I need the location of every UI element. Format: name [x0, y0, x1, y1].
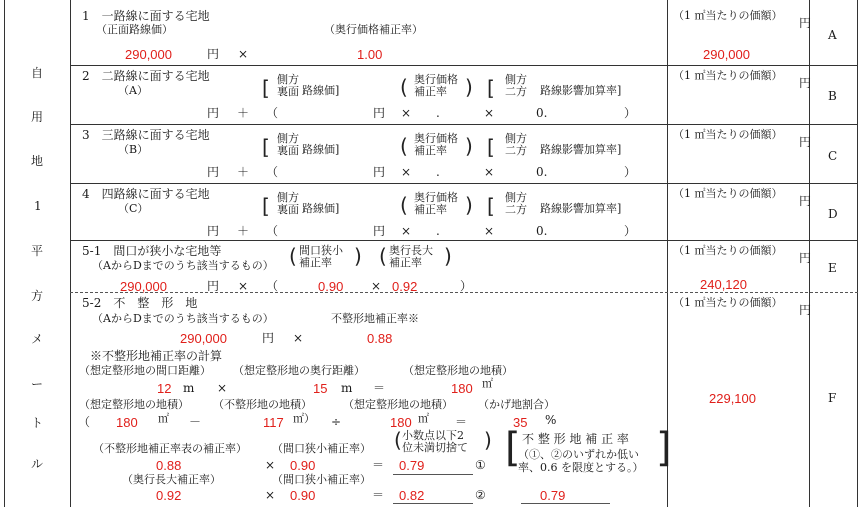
row-d-sub: （C）	[118, 202, 149, 215]
row-b-paren-close: ）	[624, 106, 637, 120]
frontage-rate1: 0.90	[290, 458, 316, 473]
sq-unit: ㎡	[158, 412, 169, 425]
side-back-label: 側方 裏面	[277, 191, 299, 216]
unit-price-label: （1 ㎡当たりの価額）	[673, 69, 783, 82]
row-d-title: 4 四路線に面する宅地	[82, 187, 210, 201]
row-d-times: ×	[401, 224, 412, 238]
row-c-yen: 円	[207, 165, 220, 179]
depth-rate-label: 奥行価格 補正率	[414, 73, 458, 98]
bracket-open: [	[262, 135, 270, 159]
row-d-paren-open: （	[266, 224, 279, 238]
paren-open: (	[400, 193, 408, 217]
paren-open: (	[400, 75, 408, 99]
frontage-rate-label: 間口狭小 補正率	[299, 244, 343, 269]
row-f-times: ×	[293, 331, 304, 345]
row-divider-de	[70, 240, 858, 241]
row-d-plus: ＋	[237, 224, 250, 238]
final-rate: 0.79	[540, 488, 566, 503]
irregular-rate-label: 不整形地補正率※	[331, 312, 419, 325]
row-b-sub: （A）	[118, 84, 148, 97]
row-b-dot: .	[436, 106, 440, 120]
side-char: 用	[31, 110, 44, 124]
row-e-times2: ×	[371, 279, 382, 293]
row-d-paren-close: ）	[624, 224, 637, 238]
lbl-depth-rate: （奥行長大補正率）	[122, 473, 221, 486]
table-rate: 0.88	[156, 458, 182, 473]
side-char: 地	[31, 154, 44, 168]
paren-close: )	[484, 428, 492, 452]
sq-unit: ㎡	[293, 412, 304, 425]
side-back-label: 側方 裏面	[277, 132, 299, 157]
side-char: ー	[31, 377, 44, 391]
row-d-letter: D	[828, 207, 838, 221]
calc-equals4: ＝	[372, 488, 385, 502]
bracket-open: [	[262, 76, 270, 100]
impact-rate-label: 路線影響加算率]	[540, 84, 622, 97]
calc-equals2: ＝	[455, 415, 468, 429]
calc-paren-open: （	[78, 415, 91, 429]
row-d-yen2: 円	[373, 224, 386, 238]
unit-yen: 円	[799, 303, 812, 317]
row-f-sub: （AからDまでのうち該当するもの）	[92, 312, 274, 325]
row-e-base: 290,000	[120, 279, 167, 294]
depth-rate-label: 奥行価格 補正率	[414, 191, 458, 216]
row-c-paren-close: ）	[624, 165, 637, 179]
row-a-road-price-label: （正面路線価）	[96, 23, 173, 36]
row-b-paren-open: （	[266, 106, 279, 120]
row-c-zero: 0.	[536, 165, 548, 179]
row-d-zero: 0.	[536, 224, 548, 238]
row-c-title: 3 三路線に面する宅地	[82, 128, 210, 142]
lbl-area2: （想定整形地の地積）	[79, 398, 189, 411]
row-f-irregular-rate: 0.88	[367, 331, 393, 346]
assumed-area: 180	[451, 381, 473, 396]
lbl-irr-area: （不整形地の地積）	[213, 398, 312, 411]
paren-close: )	[444, 244, 452, 268]
calc-times2: ×	[265, 458, 276, 472]
box-bracket-open: [	[505, 425, 521, 471]
box-bracket-close: ]	[656, 425, 672, 471]
result1-underline	[393, 474, 473, 475]
row-e-paren-open: （	[266, 279, 279, 293]
row-divider-ab	[70, 65, 858, 66]
side-char: ト	[31, 416, 44, 430]
row-a-title: 1 一路線に面する宅地	[82, 9, 210, 23]
irregular-area: 117	[263, 415, 284, 430]
road-price-label: 路線価]	[302, 202, 340, 215]
row-f-yen: 円	[262, 331, 275, 345]
result2-underline	[393, 503, 473, 504]
row-f-base: 290,000	[180, 331, 227, 346]
row-a-road-price: 290,000	[125, 47, 172, 62]
impact-rate-label: 路線影響加算率]	[540, 202, 622, 215]
shadow-ratio: 35	[513, 415, 528, 430]
side-char: 方	[31, 289, 44, 303]
lbl-front: （想定整形地の間口距離）	[79, 364, 211, 377]
row-f-letter: F	[828, 391, 837, 405]
paren-open: (	[379, 244, 387, 268]
m-unit2: m	[341, 381, 353, 395]
depth-rate: 0.92	[156, 488, 182, 503]
row-b-yen: 円	[207, 106, 220, 120]
calc-times: ×	[217, 381, 228, 395]
road-price-label: 路線価]	[302, 143, 340, 156]
row-e-times: ×	[238, 279, 249, 293]
row-d-yen: 円	[207, 224, 220, 238]
bracket-open: [	[487, 135, 495, 159]
paren-close: ）	[304, 412, 315, 425]
row-e-title: 5-1 間口が狭小な宅地等	[82, 244, 222, 258]
assumed-area3: 180	[390, 415, 412, 430]
lbl-frontage-rate2: （間口狭小補正率）	[272, 473, 371, 486]
row-a-letter: A	[828, 28, 837, 42]
lbl-area: （想定整形地の地積）	[403, 364, 513, 377]
bracket-open: [	[487, 76, 495, 100]
percent-unit: %	[545, 413, 557, 427]
unit-price-label: （1 ㎡当たりの価額）	[673, 9, 783, 22]
paren-close: )	[354, 244, 362, 268]
unit-yen: 円	[799, 135, 812, 149]
row-b-times: ×	[401, 106, 412, 120]
frame-right	[857, 0, 858, 507]
row-d-dot: .	[436, 224, 440, 238]
side-char: メ	[31, 332, 44, 346]
side-two-label: 側方 二方	[505, 191, 527, 216]
calc-times3: ×	[265, 488, 276, 502]
row-c-times: ×	[401, 165, 412, 179]
row-a-yen: 円	[207, 47, 220, 61]
side-char: 自	[31, 66, 44, 80]
row-b-times2: ×	[484, 106, 495, 120]
calc-divide: ÷	[331, 415, 342, 429]
side-char: 平	[31, 244, 44, 258]
road-price-label: 路線価]	[302, 84, 340, 97]
box-title: 不 整 形 地 補 正 率	[522, 432, 629, 446]
unit-price-label: （1 ㎡当たりの価額）	[673, 244, 783, 257]
depth-distance: 15	[313, 381, 328, 396]
row-divider-cd	[70, 183, 858, 184]
lbl-frontage-rate: （間口狭小補正率）	[272, 442, 371, 455]
unit-yen: 円	[799, 251, 812, 265]
side-col-divider	[70, 0, 71, 507]
side-two-label: 側方 二方	[505, 132, 527, 157]
row-c-sub: （B）	[118, 143, 149, 156]
final-rate-underline	[521, 503, 610, 504]
circled-one: ①	[475, 458, 486, 472]
sq-unit: ㎡	[418, 412, 429, 425]
row-a-result: 290,000	[703, 47, 750, 62]
box-line1: （①、②のいずれか低い	[518, 448, 639, 461]
paren-close: )	[465, 75, 473, 99]
row-e-result: 240,120	[700, 277, 747, 292]
row-f-title: 5-2 不 整 形 地	[82, 296, 198, 310]
frontage-rate2: 0.90	[290, 488, 316, 503]
unit-yen: 円	[799, 76, 812, 90]
row-e-letter: E	[828, 261, 837, 275]
row-e-sub: （AからDまでのうち該当するもの）	[92, 259, 274, 272]
row-c-plus: ＋	[237, 165, 250, 179]
row-c-yen2: 円	[373, 165, 386, 179]
sq-unit-paren	[293, 413, 315, 424]
unit-price-label: （1 ㎡当たりの価額）	[673, 296, 783, 309]
circled-two: ②	[475, 488, 486, 502]
side-char: ル	[31, 457, 44, 471]
result2: 0.82	[399, 488, 425, 503]
result1: 0.79	[399, 458, 425, 473]
unit-price-label: （1 ㎡当たりの価額）	[673, 187, 783, 200]
paren-open: (	[394, 428, 402, 452]
row-c-letter: C	[828, 149, 838, 163]
row-c-paren-open: （	[266, 165, 279, 179]
calc-minus: －	[189, 415, 202, 429]
row-e-depth-rate: 0.92	[392, 279, 418, 294]
sq-unit: ㎡	[482, 377, 493, 390]
row-a-depth-rate-label: （奥行価格補正率）	[324, 23, 423, 36]
depth-long-rate-label: 奥行長大 補正率	[389, 244, 433, 269]
side-back-label: 側方 裏面	[277, 73, 299, 98]
row-e-paren-close: ）	[460, 279, 473, 293]
paren-open: (	[400, 134, 408, 158]
row-b-letter: B	[828, 89, 837, 103]
row-divider-bc	[70, 124, 858, 125]
unit-price-label: （1 ㎡当たりの価額）	[673, 128, 783, 141]
side-char: 1	[34, 199, 42, 213]
calc-title: ※不整形地補正率の計算	[90, 349, 223, 363]
row-e-frontage-rate: 0.90	[318, 279, 344, 294]
row-b-zero: 0.	[536, 106, 548, 120]
front-distance: 12	[157, 381, 172, 396]
row-c-dot: .	[436, 165, 440, 179]
row-c-times2: ×	[484, 165, 495, 179]
assumed-area2: 180	[116, 415, 138, 430]
rounding-label: 小数点以下2 位未満切捨て	[402, 429, 468, 454]
row-a-times: ×	[238, 47, 249, 61]
calc-equals3: ＝	[372, 458, 385, 472]
calc-equals: ＝	[373, 381, 386, 395]
row-d-times2: ×	[484, 224, 495, 238]
bracket-open: [	[487, 194, 495, 218]
paren-close: )	[465, 193, 473, 217]
row-e-yen: 円	[207, 279, 220, 293]
impact-rate-label: 路線影響加算率]	[540, 143, 622, 156]
box-line2: 率、0.6 を限度とする。）	[518, 461, 644, 474]
lbl-shadow: （かげ地割合）	[478, 398, 555, 411]
row-b-title: 2 二路線に面する宅地	[82, 69, 210, 83]
paren-open: (	[289, 244, 297, 268]
side-two-label: 側方 二方	[505, 73, 527, 98]
lbl-area3: （想定整形地の地積）	[343, 398, 453, 411]
m-unit: m	[183, 381, 195, 395]
lbl-table-rate: （不整形地補正率表の補正率）	[93, 442, 247, 455]
paren-close: )	[465, 134, 473, 158]
row-f-result: 229,100	[709, 391, 756, 406]
row-a-depth-rate: 1.00	[357, 47, 383, 62]
unit-yen: 円	[799, 16, 812, 30]
bracket-open: [	[262, 194, 270, 218]
row-b-plus: ＋	[237, 106, 250, 120]
row-b-yen2: 円	[373, 106, 386, 120]
depth-rate-label: 奥行価格 補正率	[414, 132, 458, 157]
lbl-depth: （想定整形地の奥行距離）	[233, 364, 365, 377]
frame-left	[4, 0, 5, 507]
unit-yen: 円	[799, 194, 812, 208]
